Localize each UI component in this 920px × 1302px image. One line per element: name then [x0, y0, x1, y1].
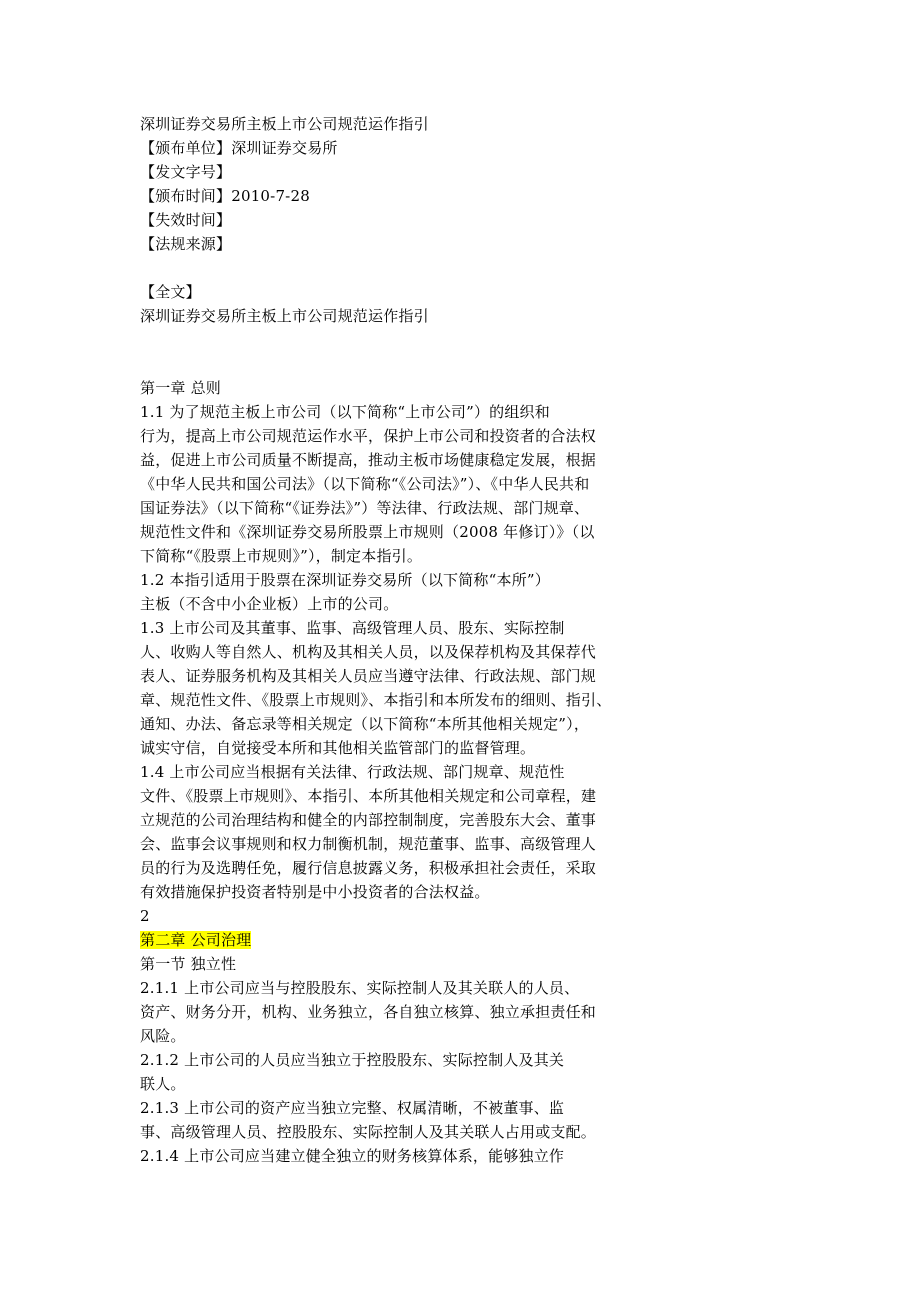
paragraph-line: 文件、《股票上市规则》、本指引、本所其他相关规定和公司章程，建 — [140, 787, 597, 805]
paragraph-line: 1.1 为了规范主板上市公司（以下简称“上市公司”）的组织和 — [140, 403, 550, 421]
paragraph-line: 事、高级管理人员、控股股东、实际控制人及其关联人占用或支配。 — [140, 1123, 597, 1141]
spacer — [140, 256, 660, 280]
paragraph-line: 益，促进上市公司质量不断提高，推动主板市场健康稳定发展，根据 — [140, 451, 597, 469]
paragraph-line: 《中华人民共和国公司法》（以下简称“《公司法》”）、《中华人民共和 — [140, 475, 590, 493]
chapter-1-heading: 第一章 总则 — [140, 379, 221, 397]
paragraph-line: 1.2 本指引适用于股票在深圳证券交易所（以下简称“本所”） — [140, 571, 550, 589]
paragraph-line: 1.3 上市公司及其董事、监事、高级管理人员、股东、实际控制 — [140, 619, 565, 637]
doc-number-field: 【发文字号】 — [140, 163, 232, 181]
expiry-date-field: 【失效时间】 — [140, 211, 232, 229]
paragraph-line: 1.4 上市公司应当根据有关法律、行政法规、部门规章、规范性 — [140, 763, 565, 781]
paragraph-line: 国证券法》（以下简称“《证券法》”）等法律、行政法规、部门规章、 — [140, 499, 590, 517]
paragraph-line: 规范性文件和《深圳证券交易所股票上市规则（2008 年修订）》（以 — [140, 523, 595, 541]
paragraph-line: 下简称“《股票上市规则》”），制定本指引。 — [140, 547, 423, 565]
paragraph-line: 员的行为及选聘任免，履行信息披露义务，积极承担社会责任，采取 — [140, 859, 597, 877]
section-heading: 第一节 独立性 — [140, 955, 237, 973]
paragraph-line: 章、规范性文件、《股票上市规则》、本指引和本所发布的细则、指引、 — [140, 691, 612, 709]
spacer — [140, 352, 660, 376]
page-number: 2 — [140, 907, 150, 925]
issuer-field: 【颁布单位】深圳证券交易所 — [140, 139, 338, 157]
chapter-2-heading: 第二章 公司治理 — [140, 931, 252, 949]
paragraph-line: 行为，提高上市公司规范运作水平，保护上市公司和投资者的合法权 — [140, 427, 597, 445]
paragraph-line: 2.1.4 上市公司应当建立健全独立的财务核算体系，能够独立作 — [140, 1147, 565, 1165]
paragraph-line: 通知、办法、备忘录等相关规定（以下简称“本所其他相关规定”）， — [140, 715, 590, 733]
issue-date-field: 【颁布时间】2010-7-28 — [140, 187, 310, 205]
paragraph-line: 联人。 — [140, 1075, 186, 1093]
spacer — [140, 328, 660, 352]
paragraph-line: 风险。 — [140, 1027, 186, 1045]
source-field: 【法规来源】 — [140, 235, 232, 253]
document-page — [140, 112, 660, 1168]
paragraph-line: 表人、证券服务机构及其相关人员应当遵守法律、行政法规、部门规 — [140, 667, 597, 685]
paragraph-line: 主板（不含中小企业板）上市的公司。 — [140, 595, 399, 613]
paragraph-line: 立规范的公司治理结构和健全的内部控制制度，完善股东大会、董事 — [140, 811, 597, 829]
paragraph-line: 诚实守信，自觉接受本所和其他相关监管部门的监督管理。 — [140, 739, 536, 757]
paragraph-line: 人、收购人等自然人、机构及其相关人员，以及保荐机构及其保荐代 — [140, 643, 597, 661]
paragraph-line: 有效措施保护投资者特别是中小投资者的合法权益。 — [140, 883, 490, 901]
fulltext-title: 深圳证券交易所主板上市公司规范运作指引 — [140, 307, 429, 325]
paragraph-line: 资产、财务分开，机构、业务独立，各自独立核算、独立承担责任和 — [140, 1003, 597, 1021]
paragraph-line: 2.1.1 上市公司应当与控股股东、实际控制人及其关联人的人员、 — [140, 979, 580, 997]
paragraph-line: 会、监事会议事规则和权力制衡机制，规范董事、监事、高级管理人 — [140, 835, 597, 853]
paragraph-line: 2.1.3 上市公司的资产应当独立完整、权属清晰，不被董事、监 — [140, 1099, 565, 1117]
paragraph-line: 2.1.2 上市公司的人员应当独立于控股股东、实际控制人及其关 — [140, 1051, 565, 1069]
fulltext-label: 【全文】 — [140, 283, 201, 301]
document-title: 深圳证券交易所主板上市公司规范运作指引 — [140, 115, 429, 133]
